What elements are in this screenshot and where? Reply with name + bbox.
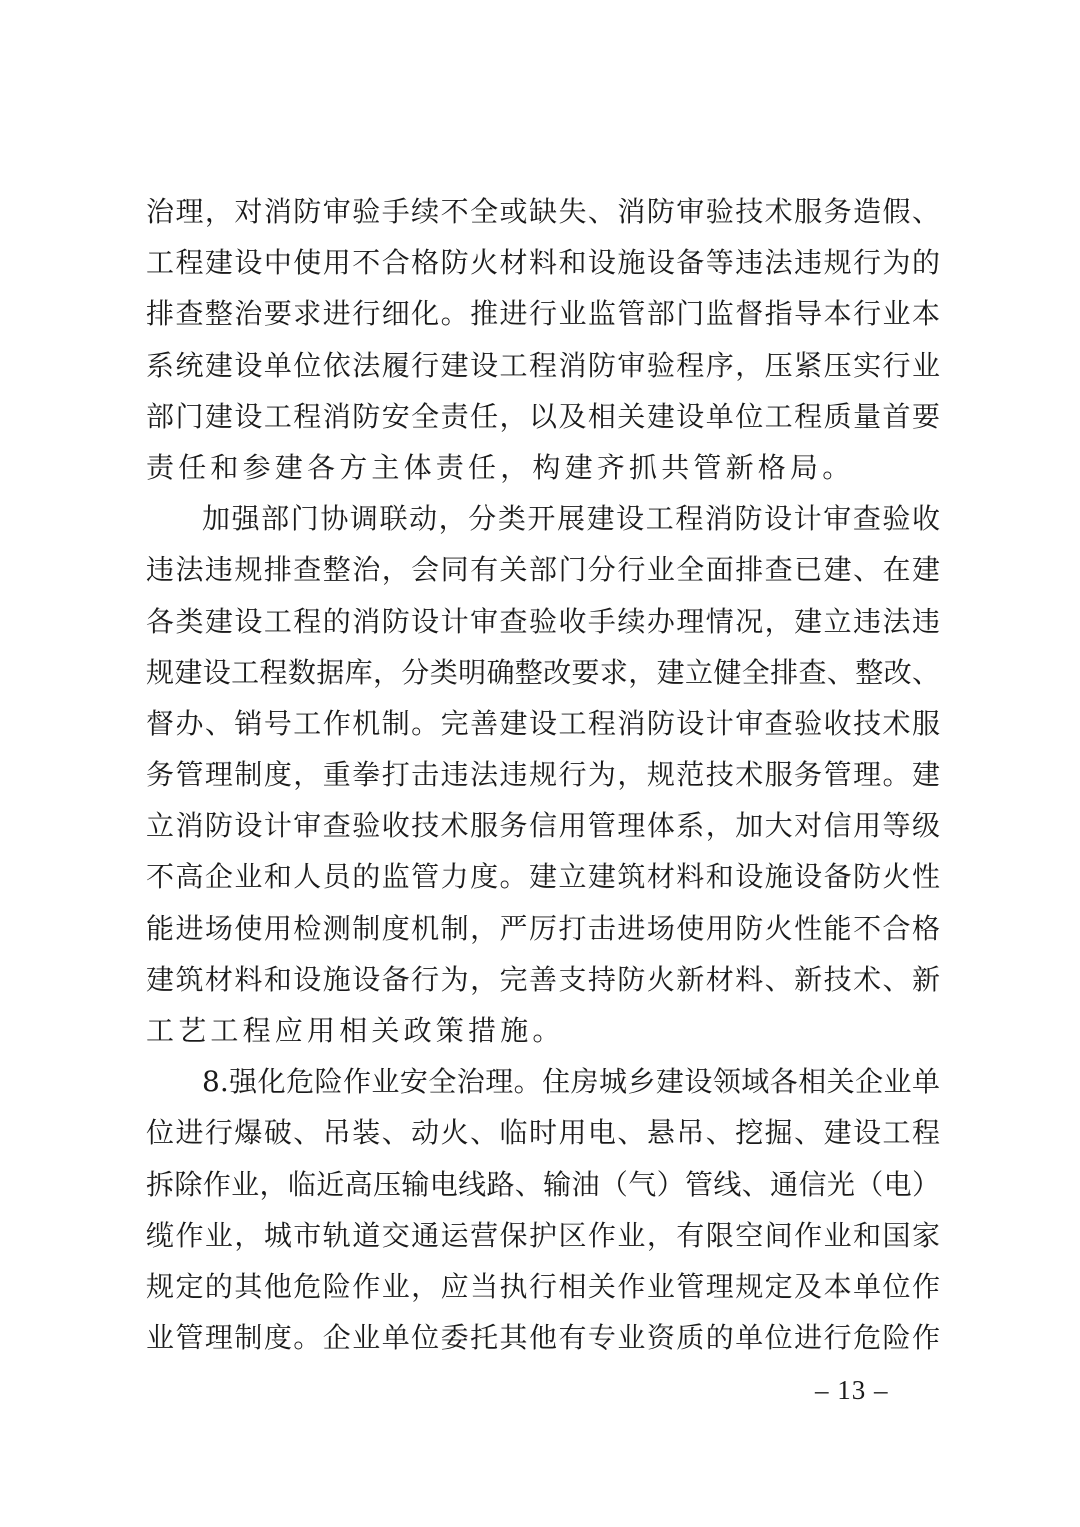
text-line: 务管理制度，重拳打击违法违规行为，规范技术服务管理。建 <box>146 758 940 792</box>
text-line: 排查整治要求进行细化。推进行业监管部门监督指导本行业本 <box>146 297 940 331</box>
text-line: 责任和参建各方主体责任，构建齐抓共管新格局。 <box>146 450 855 484</box>
text-line: 部门建设工程消防安全责任，以及相关建设单位工程质量首要 <box>146 399 940 433</box>
text-line: 缆作业，城市轨道交通运营保护区作业，有限空间作业和国家 <box>146 1218 940 1252</box>
text-line: 拆除作业，临近高压输电线路、输油（气）管线、通信光（电） <box>146 1167 940 1201</box>
text-line: 规建设工程数据库，分类明确整改要求，建立健全排查、整改、 <box>146 655 940 689</box>
text-line: 工艺工程应用相关政策措施。 <box>146 1014 565 1047</box>
text-line: 加强部门协调联动，分类开展建设工程消防设计审查验收 <box>202 502 940 536</box>
text-line: 8.强化危险作业安全治理。住房城乡建设领域各相关企业单 <box>202 1065 940 1099</box>
text-line: 建筑材料和设施设备行为，完善支持防火新材料、新技术、新 <box>146 962 940 996</box>
text-line: 立消防设计审查验收技术服务信用管理体系，加大对信用等级 <box>146 809 940 843</box>
body-text <box>146 186 940 1363</box>
text-line: 系统建设单位依法履行建设工程消防审验程序，压紧压实行业 <box>146 348 940 382</box>
text-line: 规定的其他危险作业，应当执行相关作业管理规定及本单位作 <box>146 1269 940 1303</box>
text-line: 违法违规排查整治，会同有关部门分行业全面排查已建、在建 <box>146 553 940 587</box>
text-line: 位进行爆破、吊装、动火、临时用电、悬吊、挖掘、建设工程 <box>146 1116 940 1150</box>
text-line: 督办、销号工作机制。完善建设工程消防设计审查验收技术服 <box>146 706 940 740</box>
text-line: 各类建设工程的消防设计审查验收手续办理情况，建立违法违 <box>146 604 940 638</box>
text-line: 能进场使用检测制度机制，严厉打击进场使用防火性能不合格 <box>146 911 940 945</box>
text-line: 不高企业和人员的监管力度。建立建筑材料和设施设备防火性 <box>146 860 940 894</box>
text-line: 治理，对消防审验手续不全或缺失、消防审验技术服务造假、 <box>146 195 940 228</box>
text-line: 工程建设中使用不合格防火材料和设施设备等违法违规行为的 <box>146 246 940 280</box>
page-number: – 13 – <box>815 1375 889 1405</box>
text-line: 业管理制度。企业单位委托其他有专业资质的单位进行危险作 <box>146 1321 940 1355</box>
